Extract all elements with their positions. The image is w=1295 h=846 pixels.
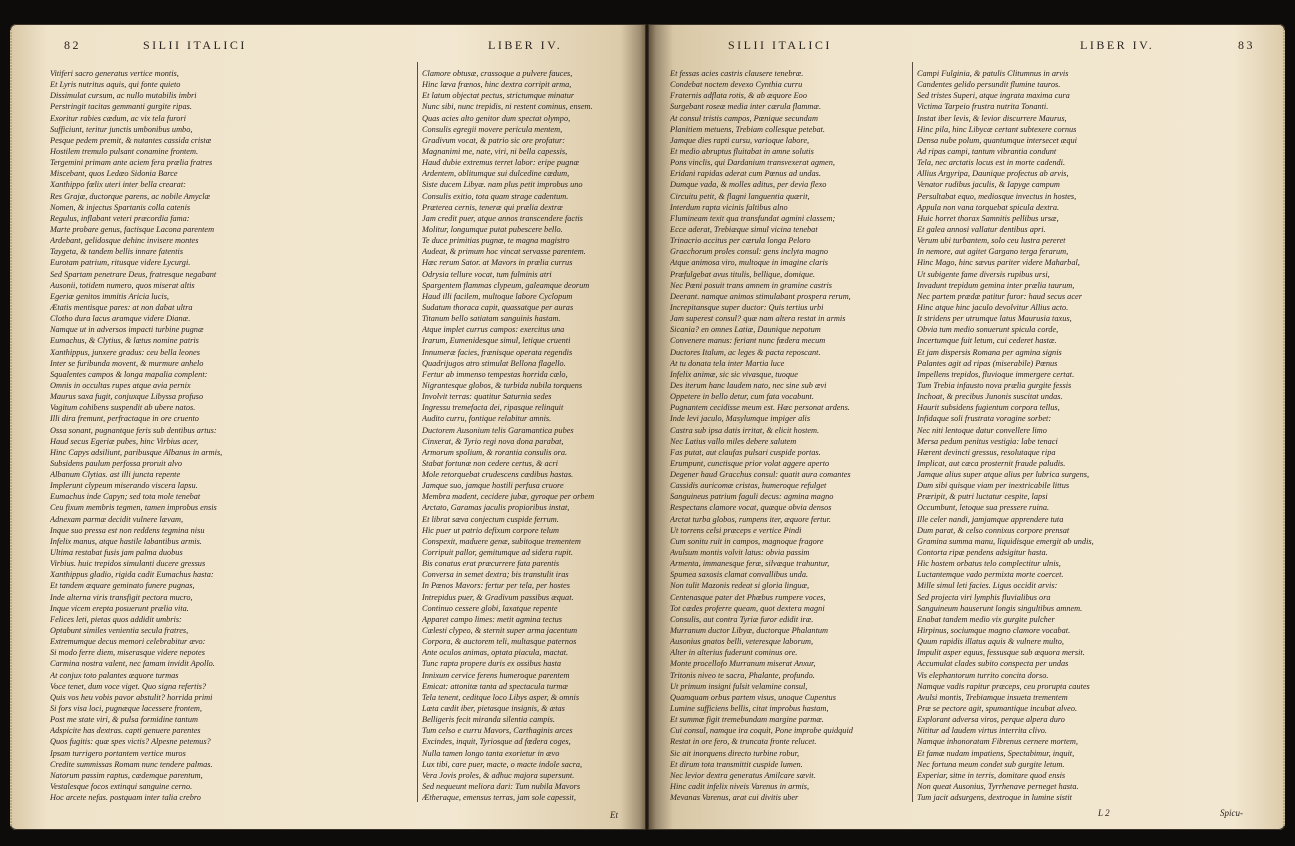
verse-line: Felices leti, pietas quos addidit umbris: [50,614,182,624]
verse-line: Allius Argyripa, Daunique profectus ab arvis, [917,169,1069,179]
verse-line: Avulsum montis volvit latus: obvia passim [670,548,810,558]
verse-line: Hinc cadit infelix niveis Varenus in armis, [670,782,810,791]
book-gutter [640,24,656,830]
verse-line: Mersa pedum penitus vestigia: labe tenaci [917,436,1058,446]
verse-line: Jamque alius super atque alius per lubrica surgens, [917,470,1090,480]
verse-line: Ut primum insigni fulsit velamine consul, [670,681,808,691]
verse-line: Continuo cessere globi, laxatque repente [422,603,558,613]
verse-line: Respectans clamore vocat, quæque obvia densos [670,503,832,513]
verse-line: Tum jacit adsurgens, dextroque in lumine sistit [917,793,1072,803]
verse-line: Quos fugitis: quæ spes victis? Alpesne petemus? [50,737,211,747]
verse-line: Hic puer ut patrio defixum corpore telum [422,525,560,535]
verse-line: Nomen, & injectus Spartanis colla catenis [50,202,191,212]
verse-line: Ætatis mentisque pares: at non dabat ultra [50,302,193,312]
verse-line: Incertumque fuit letum, cui cederet hastæ. [917,336,1057,346]
left-column-1 [50,68,412,803]
verse-line: Magnanimi me, nate, viri, ni bella capessis, [422,146,568,156]
verse-line: Infelix manus, atque hastile labantibus armis. [50,536,202,546]
verse-line: Planitiem metuens, Trebiam collesque petebat. [670,124,825,134]
verse-line: Sufficiunt, teritur junctis umbonibus umbo, [50,124,193,134]
verse-line: Ingressu tremefacta dei, ripasque relinquit [422,403,564,413]
verse-line: Monte procellofo Murranum miserat Anxur, [670,659,816,669]
verse-line: Occumbunt, letoque sua pressere ruina. [917,503,1050,513]
verse-line: Flumineam texit qua transfundat agmini classem; [670,213,836,223]
verse-line: Ausonii, totidem numero, quos miserat altis [50,280,195,290]
verse-line: Huic horret thorax Samnitis pellibus ursæ, [917,213,1059,223]
verse-line: At consul tristis campos, Pœnique secundam [670,113,818,123]
verse-line: Ille celer nandi, jamjamque apprendere tuta [917,514,1064,524]
verse-line: Sanguineus patrium faguli decus: agmina magno [670,492,834,502]
verse-line: Namque inhonoratam Fibrenus cernere mortem, [917,737,1078,747]
right-page-number: 83 [1238,38,1255,52]
verse-line: Victima Tarpeio frustra nutrita Tonanti. [917,102,1049,112]
verse-line: Ante oculos animas, optata piacula, mactat. [422,648,569,658]
verse-line: Eumachus, & Clytius, & lætus nomine patris [50,336,199,346]
verse-line: Cassidis auricomæ cristas, humeroque refulget [670,481,827,491]
verse-line: Regulus, inflabant veteri præcordia fama: [50,213,190,223]
verse-line: Optabunt similes venientia secula fratres, [50,626,189,636]
verse-line: Excindes, inquit, Tyriosque ad fœdera coges, [422,737,571,747]
page-edges-right [1283,30,1285,826]
left-catchword: Et [610,810,618,820]
verse-line: Corpora, & auctorem teli, multasque paternos [422,637,577,647]
verse-line: Xanthippus, junxere gradus: ceu bella leones [50,347,200,357]
left-running-head-book: LIBER IV. [488,38,563,52]
verse-line: Interdum rapta vicinis faltibus alno [670,202,788,212]
verse-line: Fertur ab immenso tempestas horrida cælo, [422,369,568,379]
verse-line: Surgebant roseæ media inter cærula flammæ. [670,102,822,112]
verse-line: Impellens trepidos, fluvioque immergere certat. [917,369,1075,379]
right-column-2 [917,68,1262,803]
column-rule-right [912,62,913,802]
verse-line: Ad ripas campi, tantum vibrantia condunt [917,146,1057,156]
verse-line: Clotho dura lacus aramque videre Dianæ. [50,314,191,324]
verse-line: Pons vinclis, qui Dardanium transvexerat agmen, [670,158,835,168]
verse-line: Nec niti lentoque datur convellere limo [917,425,1047,435]
verse-line: Audeat, & primum hoc vincat servasse parentem. [422,247,586,257]
verse-line: Increpitansque super ductor: Quis tertius urbi [670,302,824,312]
verse-line: Castra sub ipsa datis irritat, & elicit hostem. [670,425,820,435]
verse-line: Tergemini primam ante aciem fera prælia fratres [50,158,213,168]
verse-line: Ossa sonant, pugnantque feris sub dentibus artus: [50,425,217,435]
verse-line: Haud dubie extremus terret labor: eripe pugnæ [422,158,580,168]
verse-line: Non tulit Mazonis redeat si gloria linguæ, [670,581,810,591]
verse-line: Nunc sibi, nunc trepidis, ni restent cominus, ensem. [422,102,593,112]
verse-line: Verum ubi turbantem, solo ceu lustra pereret [917,236,1066,246]
verse-line: Nititur ad laudem virtus interrita clivo. [917,726,1047,736]
verse-line: Gramina summa manu, liquidisque emergit ab undis, [917,536,1094,546]
verse-line: Restat in ore fero, & truncata fronte relucet. [670,737,817,747]
verse-line: Mole retorquebat crudescens cædibus hastas. [422,470,574,480]
verse-line: Hic hostem orbatus telo complectitur ulnis, [917,559,1061,569]
verse-line: Adspicite has dextras. capti genuere parentes [50,726,201,736]
verse-line: Deerant. namque animos stimulabant prospera rerum, [670,291,851,301]
verse-line: Convenere manus: feriant nunc fœdera mecum [670,336,826,346]
verse-line: Atque implet currus campos: exercitus una [422,325,565,335]
verse-line: Inque vicem erepta posuerunt prælia vita. [50,603,189,613]
verse-line: Luctantemque vado permixta morte coercet. [917,570,1064,580]
verse-line: Et famæ nudam impatiens, Spectabimur, inquit, [917,748,1075,758]
verse-line: Carmina nostra valent, nec famam invidit Apollo. [50,659,215,669]
verse-line: Et jam dispersis Romana per agmina signis [917,347,1062,357]
verse-line: Eurotam patrium, ritusque videre Lycurgi. [50,258,191,268]
verse-line: Ductorem Ausonium telis Garamantica pubes [422,425,574,435]
verse-line: Et tandem æquare geminato funere pugnas, [50,581,195,591]
verse-line: Eridani rapidas aderat cum Pœnus ad undas. [670,169,821,179]
verse-line: Jam credit puer, atque annos transcendere factis [422,213,583,223]
verse-line: Post me state viri, & pulsa formidine tantum [50,715,198,725]
verse-line: Spumea saxosis clamat convallibus unda. [670,570,809,580]
verse-line: Xanthippus gladio, rigida cadit Eumachus hasta: [50,570,214,580]
verse-line: Infidaque soli frustrata voragine sorbet: [917,414,1052,424]
verse-line: Armenta, immanesque feræ, silvæque trahuntur, [670,559,830,569]
verse-line: Vitiferi sacro generatus vertice montis, [50,69,179,78]
verse-line: Sed tristes Superi, atque ingrata maxima cura [917,91,1070,101]
verse-line: Sed projecta viri lymphis fluvialibus ora [917,592,1051,602]
verse-line: Cælesti clypeo, & sternit super arma jacentum [422,626,578,636]
verse-line: Tot cædes proferre queam, quot dextera magni [670,603,825,613]
verse-line: Nec levior dextra generatus Amilcare sævit. [670,770,816,780]
verse-line: Haurit subsidens fugientum corpora tellus, [917,403,1060,413]
verse-line: Degener haud Gracchus consul: quatit aura comantes [670,470,851,480]
verse-line: Hinc læva frænos, hinc dextra corripit arma, [422,80,572,90]
verse-line: Sic ait inorquens directo turbine robur, [670,748,800,758]
verse-line: Infelix animæ, sic sic vivasque, tuoque [670,369,798,379]
verse-line: Corripuit pallor, gemitumque ad sidera rupit. [422,548,573,558]
verse-line: Miscebant, quos Ledæo Sidonia Barce [50,169,178,179]
verse-line: Irarum, Eumenidesque simul, letique cruenti [422,336,571,346]
verse-line: Spargentem flammas clypeum, galeamque deorum [422,280,590,290]
verse-line: Et latum objectat pectus, strictumque minatur [422,91,575,101]
verse-line: Præripit, & putri luctatur cespite, lapsi [917,492,1048,502]
verse-line: Implicat, aut cæca prosternit fraude paludis. [917,458,1066,468]
verse-line: Præ se pectore agit, spumantique incubat alveo. [917,704,1078,714]
right-page [648,24,1285,830]
verse-line: Omnis in occultas rupes atque avia pernix [50,380,191,390]
verse-line: Ut torrens celsi præceps e vertice Pindi [670,525,802,535]
verse-line: Præfulgebat avus titulis, bellique, domique. [670,269,815,279]
verse-line: Implerunt clypeum miserando viscera lapsu. [50,481,198,491]
verse-line: Inter se furibunda movent, & murmure anhelo [50,358,204,368]
verse-line: Virbius. huic trepidos simulanti ducere gressus [50,559,206,569]
verse-line: Appula non vana torquebat spicula dextra. [917,202,1060,212]
verse-line: Densa nube polum, quantumque intersecet æqui [917,135,1077,145]
verse-line: Alter in alterius fuderunt cominus ore. [670,648,798,658]
verse-line: Nec Pœni posuit trans amnem in gramine castris [670,280,833,290]
verse-line: Hæc rerum Sator. at Mavors in prælia currus [422,258,573,268]
left-column-2 [422,68,630,803]
column-rule-left [417,62,418,802]
verse-line: Et Lyris nutritus aquis, qui fonte quieto [50,80,181,90]
left-running-head-title: SILII ITALICI [143,38,247,52]
verse-line: Emicat: attonitæ tanta ad spectacula turmæ [422,681,568,691]
verse-line: Lux tibi, care puer, macte, o macte indole sacra, [422,759,583,769]
verse-line: Et medio abruptus fluitabat in amne solutis [670,146,814,156]
verse-line: Adnexam parmæ decidit vulnere lævam, [50,514,184,524]
verse-line: Albanum Clytias. ast illi juncta repente [50,470,181,480]
verse-line: Subsidens paulum perfossa proruit alvo [50,458,182,468]
verse-line: Obvia tum medio sonuerunt spicula corde, [917,325,1059,335]
verse-line: Arctat turba globos, rumpens iter, æquore fertur. [670,514,831,524]
verse-line: Consulis egregii movere pericula mentem, [422,124,563,134]
verse-line: Nec Latius vallo miles debere salutem [670,436,797,446]
verse-line: Dum parat, & celso connixus corpore prensat [917,525,1070,535]
verse-line: Non queat Ausonius, Tyrrhenave perneget hasta. [917,782,1079,791]
verse-line: Nec partem prædæ patitur furor: haud secus acer [917,291,1082,301]
verse-line: Et fessas acies castris clausere tenebræ. [670,69,804,78]
verse-line: Vera Jovis proles, & adhuc majora supersunt. [422,770,575,780]
verse-line: Contorta ripæ pendens adsigitur hasta. [917,548,1048,558]
verse-line: Inde alterna viris transfigit pectora mucro, [50,592,193,602]
verse-line: Dum sibi quisque viam per inextricabile littus [917,481,1070,491]
verse-line: Clamore obtusæ, crassoque a pulvere fauces, [422,69,573,78]
verse-line: Consulis, aut contra Tyriæ furor edidit iræ. [670,614,814,624]
verse-line: Persultabat equo, mediosque invectus in hostes, [917,191,1077,201]
verse-line: Te duce primitias pugnæ, te magna magistro [422,236,570,246]
verse-line: Accumulat clades subito conspecta per undas [917,659,1069,669]
verse-line: Condebat noctem devexo Cynthia curru [670,80,803,90]
verse-line: Ausonius gnatos belli, veteresque laborum, [670,637,814,647]
verse-line: Des iterum hanc laudem nato, nec sine sub ævi [670,380,827,390]
verse-line: At tu donata tela inter Martia luce [670,358,785,368]
verse-line: Extremumque decus memori celebrabitur ævo: [50,637,206,647]
verse-line: Hinc Mago, hinc sævus pariter videre Maharbal, [917,258,1080,268]
verse-line: At conjux toto palantes æquore turmas [50,670,179,680]
page-edges-left [10,30,12,826]
verse-line: Credite summissas Romam nunc tendere palmas. [50,759,213,769]
verse-line: Quas acies alto genitor dum spectat olympo, [422,113,571,123]
verse-line: Invadunt trepidum gemina inter prælia taurum, [917,280,1075,290]
verse-line: Et librat sæva conjectum cuspide ferrum. [422,514,559,524]
verse-line: Inchoat, & precibus Junonis suscitat undas. [917,392,1063,402]
verse-line: Hærent devincti gressus, resolutaque ripa [917,447,1056,457]
verse-line: Siste ducem Libyæ. nam plus petit improbus uno [422,180,583,190]
verse-line: Pugnantem cecidisse meum est. Hæc personat ardens. [670,403,850,413]
verse-line: Si modo ferre diem, miserasque videre nepotes [50,648,205,658]
right-column-1 [670,68,910,803]
verse-line: Experiar, sitne in terris, domitare quod ensis [917,770,1066,780]
verse-line: Fraternis adflata rotis, & ab æquore Eoo [670,91,807,101]
verse-line: Egeriæ genitos immitis Aricia lucis, [50,291,169,301]
verse-line: Ecce aderat, Trebiæque simul vicina tenebat [670,224,818,234]
verse-line: In nemore, aut agitet Gargano terga ferarum, [917,247,1069,257]
verse-line: Venator rudibus jaculis, & Iapyge campum [917,180,1060,190]
verse-line: Et dirum tota transmittit cuspide lumen. [670,759,803,769]
verse-line: Quis vos heu vobis pavor abstulit? horrida primi [50,692,213,702]
verse-line: Maurus saxa fugit, conjuxque Libyssa profuso [50,392,204,402]
open-book [10,24,1285,834]
verse-line: Conspexit, maduere genæ, subitoque trementem [422,536,581,546]
verse-line: Res Grajæ, ductorque parens, ac nobile Amyclæ [50,191,211,201]
verse-line: Sudatum thoraca capit, quassatque per auras [422,302,574,312]
verse-line: Consulis exitio, tota quam strage cadentum. [422,191,569,201]
verse-line: Circuitu petit, & flagni languentia quærit, [670,191,810,201]
verse-line: Bis conatus erat præcurrere fata parentis [422,559,560,569]
verse-line: Præterea cernis, teneræ qui prælia dextræ [422,202,563,212]
left-page-number: 82 [64,38,81,52]
verse-line: Hostilem tremulo pulsant conamine frontem. [50,146,199,156]
verse-line: Nec fortuna meum condet sub gurgite letum. [917,759,1065,769]
right-running-head-book: LIBER IV. [1080,38,1155,52]
verse-line: Squalentes campos & longa mapalia complent: [50,369,208,379]
verse-line: Si fors visa loci, pugnæque lacessere frontem, [50,704,202,714]
verse-line: Gradivum vocat, & patrio sic ore profatur: [422,135,565,145]
verse-line: Lumine sufficiens bellis, citat improbus hastam, [670,704,829,714]
verse-line: Quadrijugos atro stimulat Bellona flagello. [422,358,566,368]
verse-line: Inque suo pressa est non reddens tegmina nisu [50,525,205,535]
verse-line: Haud secus Egeriæ pubes, hinc Virbius acer, [50,436,199,446]
verse-line: Cinxerat, & Tyrio regi nova dona parabat, [422,436,564,446]
verse-line: Sicania? en omnes Latiæ, Daunique nepotum [670,325,821,335]
verse-line: Hinc pila, hinc Libycæ certant subtexere cornus [917,124,1077,134]
verse-line: Enabat tandem medio vix gurgite pulcher [917,614,1055,624]
verse-line: Stabat fortunæ non cedere certus, & acri [422,458,558,468]
verse-line: Cui consul, namque ira coquit, Pone improbe quidquid [670,726,853,736]
verse-line: Læta cædit iber, pietasque insignis, & ætas [422,704,565,714]
verse-line: Haud illi facilem, multoque labore Cyclopum [422,291,573,301]
verse-line: Eumachus inde Capyn; sed tota mole tenebat [50,492,201,502]
signature-mark: L 2 [1098,808,1110,818]
verse-line: Innumeræ facies, frænisque operata regendis [422,347,573,357]
verse-line: Membra madent, cecidere jubæ, gyroque per orbem [422,492,595,502]
verse-line: Ultima restabat fusis jam palma duobus [50,548,183,558]
verse-line: Avulsi montis, Trebiamque insueta trementem [917,692,1068,702]
verse-line: Tela, nec arctatis locus est in morte cadendi. [917,158,1066,168]
verse-line: Armorum spolium, & rorantia consulis ora. [422,447,568,457]
verse-line: Natorum passim raptus, cædemque parentum, [50,770,203,780]
verse-line: Dumque vada, & molles aditus, per devia flexo [670,180,827,190]
verse-line: Palantes agit ad ripas (miserabile) Pœnus [917,358,1058,368]
verse-line: Pesque pedem premit, & nutantes cassida cristæ [50,135,212,145]
verse-line: Molitur, longumque putat pubescere bello. [422,224,563,234]
verse-line: Nigrantesque globos, & turbida nubila torquens [422,380,583,390]
verse-line: Inde levi jaculo, Masylumque impiger alis [670,414,811,424]
verse-line: Perstringit tacitas gemmanti gurgite ripas. [50,102,192,112]
verse-line: Taygeta, & tandem bellis innare fatentis [50,247,184,257]
verse-line: Sanguineum hauserunt longis singultibus amnem. [917,603,1083,613]
verse-line: Xanthippo fœlix uteri inter bella crearat: [50,180,186,190]
verse-line: Tum Trebia infausto nova prælia gurgite fessis [917,380,1072,390]
verse-line: Audito curru, fontique relabitur amnis. [422,414,552,424]
verse-line: Illi dira fremunt, perfractaque in ore cruento [50,414,199,424]
verse-line: Jam superest consul? quæ nam altera restat in armis [670,314,846,324]
verse-line: Dissimulat cursum, ac nullo mutabilis imbri [50,91,197,101]
verse-line: It stridens per utrumque latus Maurusia taxus, [917,314,1072,324]
verse-line: Sed nequeunt meliora dari: Tum nubila Mavors [422,782,581,791]
verse-line: Arctato, Garamas jaculis propioribus instat, [422,503,570,513]
verse-line: Cum sonitu ruit in campos, magnoque fragore [670,536,824,546]
verse-line: Tunc rapta propere duris ex ossibus hasta [422,659,562,669]
verse-line: Et galea annosi vallatur dentibus apri. [917,224,1046,234]
verse-line: Exoritur rabies cædum, ac vix tela furori [50,113,186,123]
verse-line: Ipsam turrigero portantem vertice muros [50,748,186,758]
verse-line: Tum celso e curru Mavors, Carthaginis arces [422,726,573,736]
verse-line: Belligeris fecit miranda silentia campis. [422,715,555,725]
verse-line: Quum rapidis illatus aquis & vulnere multo, [917,637,1064,647]
verse-line: Mevanas Varenus, arat cui divitis uber [670,793,799,803]
verse-line: Conversa in semet dextra; bis transtulit iras [422,570,569,580]
verse-line: Namque vadis rapitur præceps, ceu prorupta cautes [917,681,1090,691]
verse-line: Trinacrio accitus per cærula longa Peloro [670,236,811,246]
verse-line: Vis elephantorum turrito concita dorso. [917,670,1049,680]
left-page [10,24,646,830]
verse-line: Vestalesque focos extinqui sanguine cerno. [50,782,193,791]
verse-line: Voce tenet, dum voce viget. Quo signa refertis? [50,681,207,691]
verse-line: Ductores Italum, ac leges & pacta reposcant. [670,347,821,357]
verse-line: Murranum ductor Libyæ, ductorque Phalantum [670,626,829,636]
right-running-head-title: SILII ITALICI [728,38,832,52]
verse-line: Tela tenent, ceditque loco Libys asper, & omnis [422,692,580,702]
verse-line: Hirpinus, sociumque magno clamore vocabat. [917,626,1071,636]
verse-line: Apparet campo limes: metit agmina tectus [422,614,563,624]
verse-line: Ætheraque, emensus terras, jam sole capessit, [422,793,576,803]
verse-line: Sed Spartam penetrare Deus, fratresque negabant [50,269,217,279]
verse-line: Hinc atque hinc jaculo devolvitur Allius acto. [917,302,1069,312]
verse-line: Titanum bello satiatam sanguinis hastam. [422,314,561,324]
verse-line: Centenasque pater det Phœbus rumpere voces, [670,592,826,602]
verse-line: Fas putat, aut claufas pulsari cuspide portas. [670,447,821,457]
verse-line: Instat iber levis, & levior discurrere Maurus, [917,113,1067,123]
verse-line: Quamquam orbus partem visus, unoque Cupentus [670,692,836,702]
verse-line: Gracchorum proles consul: gens inclyta magno [670,247,829,257]
verse-line: Erumpunt, cunctisque prior volat aggere aperto [670,458,830,468]
verse-line: Marte probare genus, factisque Lacona parentem [50,224,215,234]
verse-line: Jamque dies rapti cursu, varioque labore, [670,135,810,145]
verse-line: Candentes gelido persundit flumine tauros. [917,80,1061,90]
verse-line: Ut subigente fame diversis rupibus ursi, [917,269,1050,279]
verse-line: Ardentem, oblitumque sui dulcedine cædum, [422,169,570,179]
right-catchword: Spicu- [1220,808,1243,818]
verse-line: Involvit terras: quatitur Saturnia sedes [422,392,552,402]
verse-line: Vagitum cohibens suspendit ab ubere natos. [50,403,196,413]
verse-line: Nulla tamen longo tanta exorietur in ævo [422,748,560,758]
verse-line: Hinc Capys adsiliunt, paribusque Albanus in armis, [50,447,223,457]
verse-line: Campi Fulginia, & patulis Clitumnus in arvis [917,69,1069,78]
verse-line: Oppetere in bello detur, cum fata vocabunt. [670,392,814,402]
verse-line: Tritonis niveo te sacra, Phalante, profundo. [670,670,815,680]
verse-line: Impulit asper equus, fessusque sub æquora mersit. [917,648,1085,658]
verse-line: Jamque suo, jamque hostili perfusa cruore [422,481,564,491]
verse-line: Ardebant, gelidosque dehinc invisere montes [50,236,199,246]
verse-line: Namque ut in adversos impacti turbine pugnæ [50,325,204,335]
verse-line: Et summæ figit tremebundam margine parmæ. [670,715,824,725]
verse-line: In Pœnos Mavors: fertur per tela, per hostes [422,581,570,591]
verse-line: Explorant adversa viros, perque alpera duro [917,715,1065,725]
verse-line: Ceu fixum membris tegmen, tamen improbus ensis [50,503,217,513]
verse-line: Innixum cervice ferens humeroque parentem [422,670,570,680]
verse-line: Hoc arcete nefas. postquam inter talia crebro [50,793,201,803]
verse-line: Mille simul leti facies. Ligus occidit arvis: [917,581,1058,591]
verse-line: Atque animosa viro, multoque in imagine claris [670,258,829,268]
verse-line: Intrepidus puer, & Gradivum passibus æquat. [422,592,574,602]
verse-line: Odrysia tellure vocat, tum fulminis atri [422,269,552,279]
